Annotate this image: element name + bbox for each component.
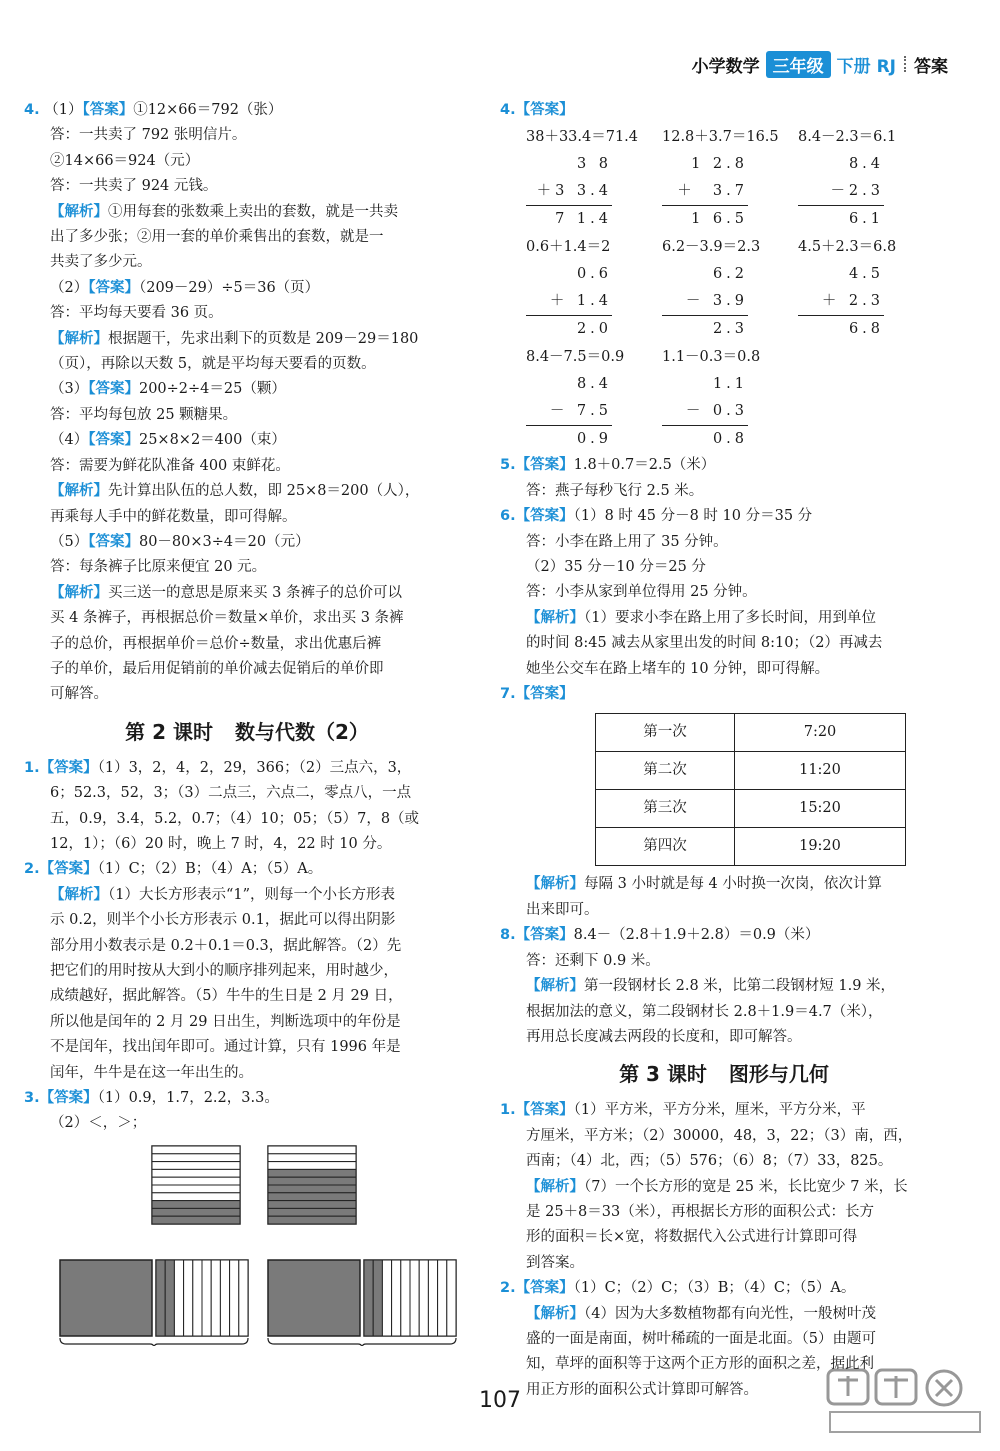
part-4: [24, 428, 470, 453]
table-cell: 第二次: [596, 752, 735, 790]
calc-top: 1 2.8: [691, 156, 748, 173]
analysis-line: [500, 974, 948, 999]
calc-operand: ＋ 1.4: [526, 288, 612, 316]
analysis-line: [500, 872, 948, 897]
analysis-line: [24, 327, 470, 352]
question-number: 3.: [24, 1090, 40, 1107]
question-4: [24, 98, 470, 123]
stripe: [268, 1146, 356, 1154]
text-line: 的时间 8:45 减去从家里出发的时间 8:10；（2）再减去: [526, 635, 883, 652]
analysis-tag: 【解析】: [526, 609, 584, 626]
lesson-number: 第 3 课时: [619, 1062, 707, 1087]
analysis-tag: 【解析】: [526, 1178, 584, 1195]
bar-segment: [392, 1260, 401, 1336]
table-cell: 11:20: [735, 752, 906, 790]
stripe: [268, 1208, 356, 1216]
bar-segment: [447, 1260, 456, 1336]
text-line: 子的总价，再根据单价＝总价÷数量，求出优惠后裤: [50, 635, 382, 652]
calc-result: 2.3: [712, 321, 748, 338]
text-line: 答：每条裤子比原来便宜 20 元。: [50, 559, 267, 576]
answer-text: 1.8＋0.7＝2.5（米）: [573, 457, 716, 474]
calc-equation: 8.4－2.3＝6.1: [798, 129, 897, 146]
bar-segment: [401, 1260, 410, 1336]
text-line: 答：需要为鲜花队准备 400 束鲜花。: [50, 457, 290, 474]
table-cell: 19:20: [735, 828, 906, 866]
bar-segment: [165, 1260, 174, 1336]
part-label: （3）: [50, 381, 89, 398]
calc-equation: 8.4－7.5＝0.9: [526, 349, 625, 366]
answer-tag: 【答案】: [39, 759, 98, 776]
stripe: [152, 1146, 240, 1154]
vertical-calc: [798, 233, 930, 343]
text-line: 答：一共卖了 792 张明信片。: [50, 127, 247, 144]
calc-top: 3 8: [576, 156, 612, 173]
text-line: 出来即可。: [526, 901, 599, 918]
analysis-tag: 【解析】: [526, 978, 584, 995]
bar-segment: [174, 1260, 183, 1336]
text-line: 答：小李从家到单位得用 25 分钟。: [526, 584, 757, 601]
table-row: [596, 790, 906, 828]
page-number: 107: [479, 1388, 521, 1413]
stripe: [268, 1216, 356, 1224]
answer-text: 80－80×3÷4＝20（元）: [138, 533, 310, 550]
text-line: 到答案。: [526, 1254, 584, 1271]
answer-text: 25×8×2＝400（束）: [138, 432, 286, 449]
text-line: 12，1）；（6）20 时，晚上 7 时，4，22 时 10 分。: [50, 835, 392, 852]
answer-text: 8.4－（2.8＋1.9＋2.8）＝0.9（米）: [573, 927, 820, 944]
answer-tag: 【答案】: [88, 533, 139, 550]
analysis-line: [500, 1175, 948, 1200]
watermark-logo: [824, 1366, 984, 1438]
answer-tag: 【答案】: [88, 279, 139, 296]
calc-operand: －2.3: [798, 178, 884, 206]
text-line: 把它们的用时按从大到小的顺序排列起来，用时越少，: [50, 963, 398, 979]
question-8: [500, 923, 948, 948]
text-line: 成绩越好，据此解答。（5）牛牛的生日是 2 月 29 日，: [50, 988, 403, 1005]
left-column: [24, 98, 470, 1137]
table-cell: 15:20: [735, 790, 906, 828]
section-title-lesson-3: [500, 1060, 948, 1088]
bar-segment: [410, 1260, 419, 1336]
text-line: 五，0.9，3.4，5.2，0.7；（4）10；05；（5）7，8（或: [50, 810, 420, 827]
calc-equation: 0.6＋1.4＝2: [526, 239, 611, 256]
analysis-line: [500, 606, 948, 631]
square-bars-left: [60, 1260, 248, 1346]
answer-text: （1）8 时 45 分－8 时 10 分＝35 分: [573, 508, 813, 525]
answer-tag: 【答案】: [515, 457, 574, 474]
analysis-line: [500, 1302, 948, 1327]
calc-top: 6.2: [712, 266, 748, 283]
calc-row-3: [500, 343, 948, 453]
text-line: （2）＜，＞；: [50, 1115, 147, 1132]
bar-segment: [184, 1260, 193, 1336]
calc-result: 6.8: [848, 321, 884, 338]
analysis-line: [24, 200, 470, 225]
text-line: 再乘每人手中的鲜花数量，即可得解。: [50, 508, 297, 525]
calc-operand: － 0.3: [662, 398, 748, 426]
page-header: [692, 50, 948, 78]
bar-segment: [230, 1260, 239, 1336]
answer-tag: 【答案】: [515, 102, 574, 118]
calc-operand: ＋ 3.7: [662, 178, 748, 206]
text-line: 部分用小数表示是 0.2＋0.1＝0.3，据此解答。（2）先: [50, 937, 402, 954]
text-line: 是 25＋8＝33（米），再根据长方形的面积公式：长方: [526, 1203, 874, 1220]
calc-top: 8.4: [576, 376, 612, 393]
stripe: [152, 1216, 240, 1224]
question-number: 5.: [500, 457, 516, 474]
answer-text: （209－29）÷5＝36（页）: [138, 279, 320, 296]
question-1-lesson-3: [500, 1098, 948, 1123]
calc-result: 6.1: [848, 211, 884, 228]
text-line: ②14×66＝924（元）: [50, 152, 200, 169]
answer-text: ①12×66＝792（张）: [133, 102, 283, 118]
table-cell: 第四次: [596, 828, 735, 866]
text-line: 示 0.2，则半个小长方形表示 0.1，据此可以得出阴影: [50, 912, 396, 929]
bar-segment: [239, 1260, 248, 1336]
table-cell: 第三次: [596, 790, 735, 828]
table-row: [596, 752, 906, 790]
question-1: [24, 756, 470, 781]
calc-result: 1 6.5: [691, 211, 748, 228]
part-label: （5）: [50, 533, 89, 550]
text-line: （1）大长方形表示“1”，则每一个小长方形表: [108, 886, 396, 903]
bar-segment: [193, 1260, 202, 1336]
answer-text: （1）C；（2）B；（4）A；（5）A。: [97, 861, 323, 878]
text-line: 不是闰年，找出闰年即可。通过计算，只有 1996 年是: [50, 1039, 401, 1056]
analysis-tag: 【解析】: [50, 886, 108, 903]
part-2: [24, 276, 470, 301]
square-bars-figure: [58, 1258, 460, 1346]
calc-result: 0.9: [576, 431, 612, 448]
text-line: ①用每套的张数乘上卖出的套数，就是一共卖: [108, 203, 398, 220]
stripe: [268, 1185, 356, 1193]
answer-text: （1）3，2，4，2，29，366；（2）三点六，3，: [97, 759, 412, 776]
text-line: （2）35 分－10 分＝25 分: [526, 559, 706, 576]
bar-segment: [428, 1260, 437, 1336]
calc-top: 0.6: [576, 266, 612, 283]
right-column: [500, 98, 948, 1403]
part-3: [24, 377, 470, 402]
bar-segment: [382, 1260, 391, 1336]
header-divider: [904, 56, 906, 72]
stripe: [152, 1208, 240, 1216]
answer-tag: 【答案】: [39, 1090, 98, 1107]
answer-tag: 【答案】: [515, 1102, 574, 1119]
analysis-line: [24, 883, 470, 908]
text-line: 用正方形的面积公式计算即可解答。: [526, 1381, 758, 1398]
text-line: 知，草坪的面积等于这两个正方形的面积之差，据此利: [526, 1356, 874, 1373]
calc-row-1: [500, 123, 948, 233]
analysis-line: [24, 581, 470, 606]
text-line: 出了多少张；②用一套的单价乘售出的套数，就是一: [50, 229, 384, 246]
bar-segment: [438, 1260, 447, 1336]
calc-equation: 4.5＋2.3＝6.8: [798, 239, 897, 256]
question-number: 2.: [24, 861, 40, 878]
text-line: 6；52.3，52，3；（3）二点三，六点二，零点八，一点: [50, 785, 412, 802]
vertical-calc: [662, 233, 794, 343]
question-5: [500, 453, 948, 478]
question-number: 7.: [500, 686, 516, 703]
bar-segment: [373, 1260, 382, 1336]
answer-text: （1）0.9，1.7，2.2，3.3。: [97, 1090, 279, 1107]
text-line: 闰年，牛牛是在这一年出生的。: [50, 1064, 253, 1081]
calc-equation: 38＋33.4＝71.4: [526, 129, 639, 146]
stripe: [268, 1201, 356, 1209]
analysis-tag: 【解析】: [526, 876, 584, 893]
calc-top: 1.1: [712, 376, 748, 393]
answer-tag: 【答案】: [515, 686, 574, 703]
vertical-calc: [662, 343, 794, 453]
analysis-tag: 【解析】: [50, 483, 108, 500]
text-line: 第一段钢材长 2.8 米，比第二段钢材短 1.9 米，: [584, 978, 896, 995]
answer-tag: 【答案】: [515, 927, 574, 944]
bar-segment: [156, 1260, 165, 1336]
text-line: 买三送一的意思是原来买 3 条裤子的总价可以: [108, 584, 402, 601]
stripe: [152, 1185, 240, 1193]
text-line: 可解答。: [50, 686, 108, 703]
table-row: [596, 828, 906, 866]
text-line: 共卖了多少元。: [50, 254, 152, 271]
text-line: 子的单价，最后用促销前的单价减去促销后的单价即: [50, 660, 384, 677]
text-line: 盛的一面是南面，树叶稀疏的一面是北面。（5）由题可: [526, 1330, 876, 1347]
bar-segment: [211, 1260, 220, 1336]
part-label: （4）: [50, 432, 89, 449]
question-2: [24, 857, 470, 882]
square-bars-right: [268, 1260, 456, 1346]
text-line: 西南；（4）北，西；（5）576；（6）8；（7）33，825。: [526, 1153, 893, 1170]
answer-text: 200÷2÷4＝25（颗）: [138, 381, 286, 398]
calc-result: 0.8: [712, 431, 748, 448]
text-line: 答：平均每包放 25 颗糖果。: [50, 406, 238, 423]
question-number: 6.: [500, 508, 516, 525]
striped-rect-2: [268, 1146, 356, 1224]
question-4-right: [500, 98, 948, 123]
answer-tag: 【答案】: [39, 861, 98, 878]
calc-result: 7 1.4: [555, 211, 612, 228]
calc-operand: － 3.9: [662, 288, 748, 316]
stripe: [152, 1177, 240, 1185]
stripe: [152, 1201, 240, 1209]
bar-segment: [220, 1260, 229, 1336]
text-line: 形的面积＝长×宽，将数据代入公式进行计算即可得: [526, 1229, 858, 1246]
part-label: （1）: [44, 102, 83, 118]
text-line: 先计算出队伍的总人数，即 25×8＝200（人），: [108, 483, 420, 500]
striped-rect-1: [152, 1146, 240, 1224]
bar-segment: [202, 1260, 211, 1336]
text-line: （7）一个长方形的宽是 25 米，长比宽少 7 米，长: [584, 1178, 908, 1195]
answer-tag: 【答案】: [515, 508, 574, 525]
answer-tag: 【答案】: [88, 381, 139, 398]
stripe: [268, 1193, 356, 1201]
text-line: 她坐公交车在路上堵车的 10 分钟，即可得解。: [526, 660, 830, 677]
analysis-tag: 【解析】: [526, 1305, 584, 1322]
calc-result: 2.0: [576, 321, 612, 338]
part-label: （2）: [50, 279, 89, 296]
calc-operand: ＋ 2.3: [798, 288, 884, 316]
question-number: 2.: [500, 1280, 516, 1297]
vertical-calc: [526, 343, 658, 453]
text-line: 根据加法的意义，第二段钢材长 2.8＋1.9＝4.7（米），: [526, 1003, 883, 1020]
answer-tag: 【答案】: [82, 102, 134, 118]
text-line: 所以他是闰年的 2 月 29 日出生，判断选项中的年份是: [50, 1013, 401, 1030]
calc-top: 4.5: [848, 266, 884, 283]
analysis-line: [24, 479, 470, 504]
text-line: 再用总长度减去两段的长度和，即可解答。: [526, 1028, 802, 1045]
calc-operand: － 7.5: [526, 398, 612, 426]
part-5: [24, 530, 470, 555]
stripe: [152, 1169, 240, 1177]
text-line: 答：还剩下 0.9 米。: [526, 952, 660, 969]
answer-text: （1）C；（2）C；（3）B；（4）C；（5）A。: [573, 1280, 856, 1297]
stripe: [152, 1154, 240, 1162]
text-line: （页），再除以天数 5，就是平均每天要看的页数。: [50, 356, 376, 373]
answer-tag: 【答案】: [515, 1280, 574, 1297]
calc-equation: 12.8＋3.7＝16.5: [662, 129, 779, 146]
vertical-calc: [662, 123, 794, 233]
stripe: [268, 1154, 356, 1162]
text-line: 方厘米，平方米；（2）30000，48，3，22；（3）南，西，: [526, 1127, 913, 1144]
calc-top: 8.4: [848, 156, 884, 173]
bar-segment: [419, 1260, 428, 1336]
stripe: [268, 1169, 356, 1177]
calc-equation: 1.1－0.3＝0.8: [662, 349, 761, 366]
question-number: 4.: [24, 102, 40, 118]
vertical-calc: [798, 123, 930, 233]
table-cell: 第一次: [596, 714, 735, 752]
header-grade-badge: 三年级: [766, 51, 831, 78]
lesson-topic: 图形与几何: [728, 1062, 829, 1087]
header-answers: 答案: [914, 56, 948, 77]
stripe: [268, 1162, 356, 1170]
calc-equation: 6.2－3.9＝2.3: [662, 239, 761, 256]
question-number: 8.: [500, 927, 516, 944]
analysis-tag: 【解析】: [50, 584, 108, 601]
stripe: [268, 1177, 356, 1185]
text-line: （1）要求小李在路上用了多长时间，用到单位: [584, 609, 876, 626]
text-line: 答：小李在路上用了 35 分钟。: [526, 533, 728, 550]
lesson-topic: 数与代数（2）: [234, 719, 369, 744]
text-line: 答：一共卖了 924 元钱。: [50, 178, 218, 195]
answer-tag: 【答案】: [88, 432, 139, 449]
text-line: 根据题干，先求出剩下的页数是 209－29＝180: [108, 330, 419, 347]
calc-operand: ＋3 3.4: [526, 178, 612, 206]
question-2-lesson-3: [500, 1276, 948, 1301]
question-7: [500, 682, 948, 707]
shift-time-table: [595, 713, 906, 866]
stripe: [152, 1162, 240, 1170]
question-number: 1.: [24, 759, 40, 776]
striped-rectangles-figure: [150, 1145, 370, 1227]
table-cell: 7:20: [735, 714, 906, 752]
vertical-calc: [526, 123, 658, 233]
text-line: 答：燕子每秒飞行 2.5 米。: [526, 482, 704, 499]
analysis-tag: 【解析】: [50, 203, 108, 220]
header-subject: 小学数学: [691, 56, 760, 77]
text-line: 买 4 条裤子，再根据总价＝数量×单价，求出买 3 条裤: [50, 610, 404, 627]
stripe: [152, 1193, 240, 1201]
answer-text: （1）平方米，平方分米，厘米，平方分米，平: [573, 1102, 866, 1119]
question-3: [24, 1086, 470, 1111]
bar-segment: [364, 1260, 373, 1336]
analysis-tag: 【解析】: [50, 330, 108, 347]
question-6: [500, 504, 948, 529]
text-line: （4）因为大多数植物都有向光性，一般树叶茂: [584, 1305, 876, 1322]
calc-row-2: [500, 233, 948, 343]
text-line: 每隔 3 小时就是每 4 小时换一次岗，依次计算: [584, 876, 882, 893]
question-number: 1.: [500, 1102, 516, 1119]
table-row: [596, 714, 906, 752]
text-line: 答：平均每天要看 36 页。: [50, 305, 223, 322]
section-title-lesson-2: [24, 718, 470, 746]
lesson-number: 第 2 课时: [125, 719, 213, 744]
vertical-calc: [526, 233, 658, 343]
header-volume: 下册 RJ: [836, 56, 896, 77]
question-number: 4.: [500, 102, 516, 118]
